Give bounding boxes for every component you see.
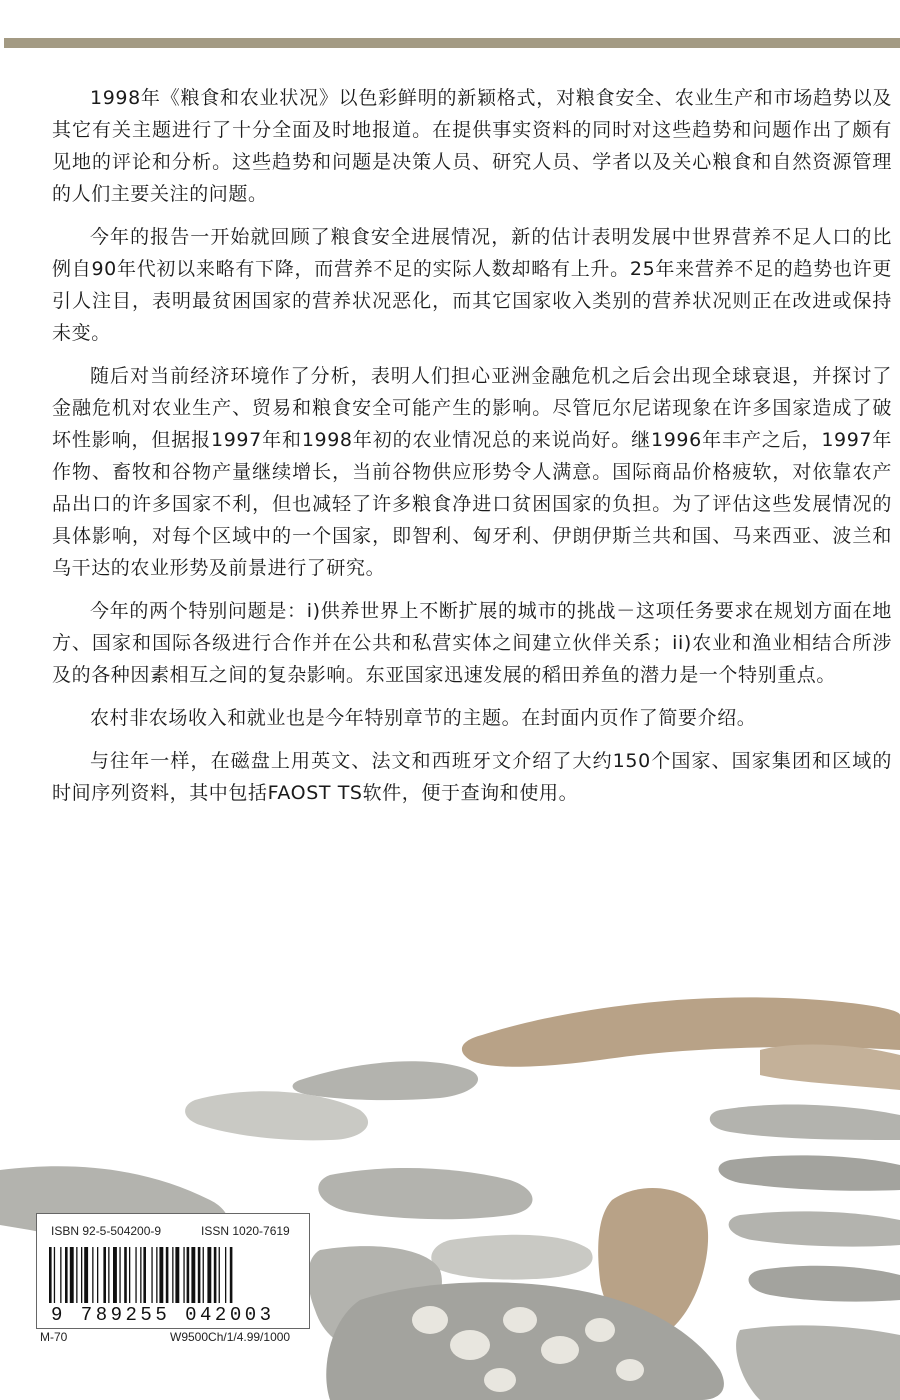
issn-number: ISSN 1020-7619	[201, 1224, 290, 1238]
barcode-icon	[47, 1247, 299, 1305]
print-code: W9500Ch/1/4.99/1000	[170, 1330, 291, 1344]
barcode-label	[36, 1213, 310, 1329]
barcode-digits: 9 789255 042003	[51, 1304, 275, 1326]
paragraph: 农村非农场收入和就业也是今年特别章节的主题。在封面内页作了简要介绍。	[90, 707, 757, 729]
paragraph: 随后对当前经济环境作了分析，表明人们担心亚洲金融危机之后会出现全球衰退，并探讨了金融危机对农业生产、贸易和粮食安全可能产生的影响。尽管厄尔尼诺现象在许多国家造成了破坏性影响，但据报1997年和1998年初的农业情况总的来说尚好。继1996年丰产之后，1997年作物、畜牧和谷物产量继续增长，当前谷物供应形势令人满意。国际商品价格疲软，对依靠农产品出口的许多国家不利，但也减轻了许多粮食净进口贫困国家的负担。为了评估这些发展情况的具体影响，对每个区域中的一个国家，即智利、匈牙利、伊朗伊斯兰共和国、马来西亚、波兰和乌干达的农业形势及前景进行了研究。	[52, 365, 892, 579]
paragraph: 1998年《粮食和农业状况》以色彩鲜明的新颖格式，对粮食安全、农业生产和市场趋势以及其它有关主题进行了十分全面及时地报道。在提供事实资料的同时对这些趋势和问题作出了颇有见地的评论和分析。这些趋势和问题是决策人员、研究人员、学者以及关心粮食和自然资源管理的人们主要关注的问题。	[52, 87, 892, 205]
isbn-number: ISBN 92-5-504200-9	[51, 1224, 162, 1238]
catalog-code: M-70	[40, 1330, 68, 1344]
paragraph: 今年的两个特别问题是：i)供养世界上不断扩展的城市的挑战－这项任务要求在规划方面在地方、国家和国际各级进行合作并在公共和私营实体之间建立伙伴关系；ii)农业和渔业相结合所涉及的各种因素相互之间的复杂影响。东亚国家迅速发展的稻田养鱼的潜力是一个特别重点。	[52, 600, 892, 686]
back-cover-text	[52, 82, 892, 820]
paragraph: 今年的报告一开始就回顾了粮食安全进展情况，新的估计表明发展中世界营养不足人口的比例自90年代初以来略有下降，而营养不足的实际人数却略有上升。25年来营养不足的趋势也许更引人注目，表明最贫困国家的营养状况恶化，而其它国家收入类别的营养状况则正在改进或保持未变。	[52, 226, 892, 344]
paragraph: 与往年一样，在磁盘上用英文、法文和西班牙文介绍了大约150个国家、国家集团和区域的时间序列资料，其中包括FAOST TS软件，便于查询和使用。	[52, 750, 892, 804]
